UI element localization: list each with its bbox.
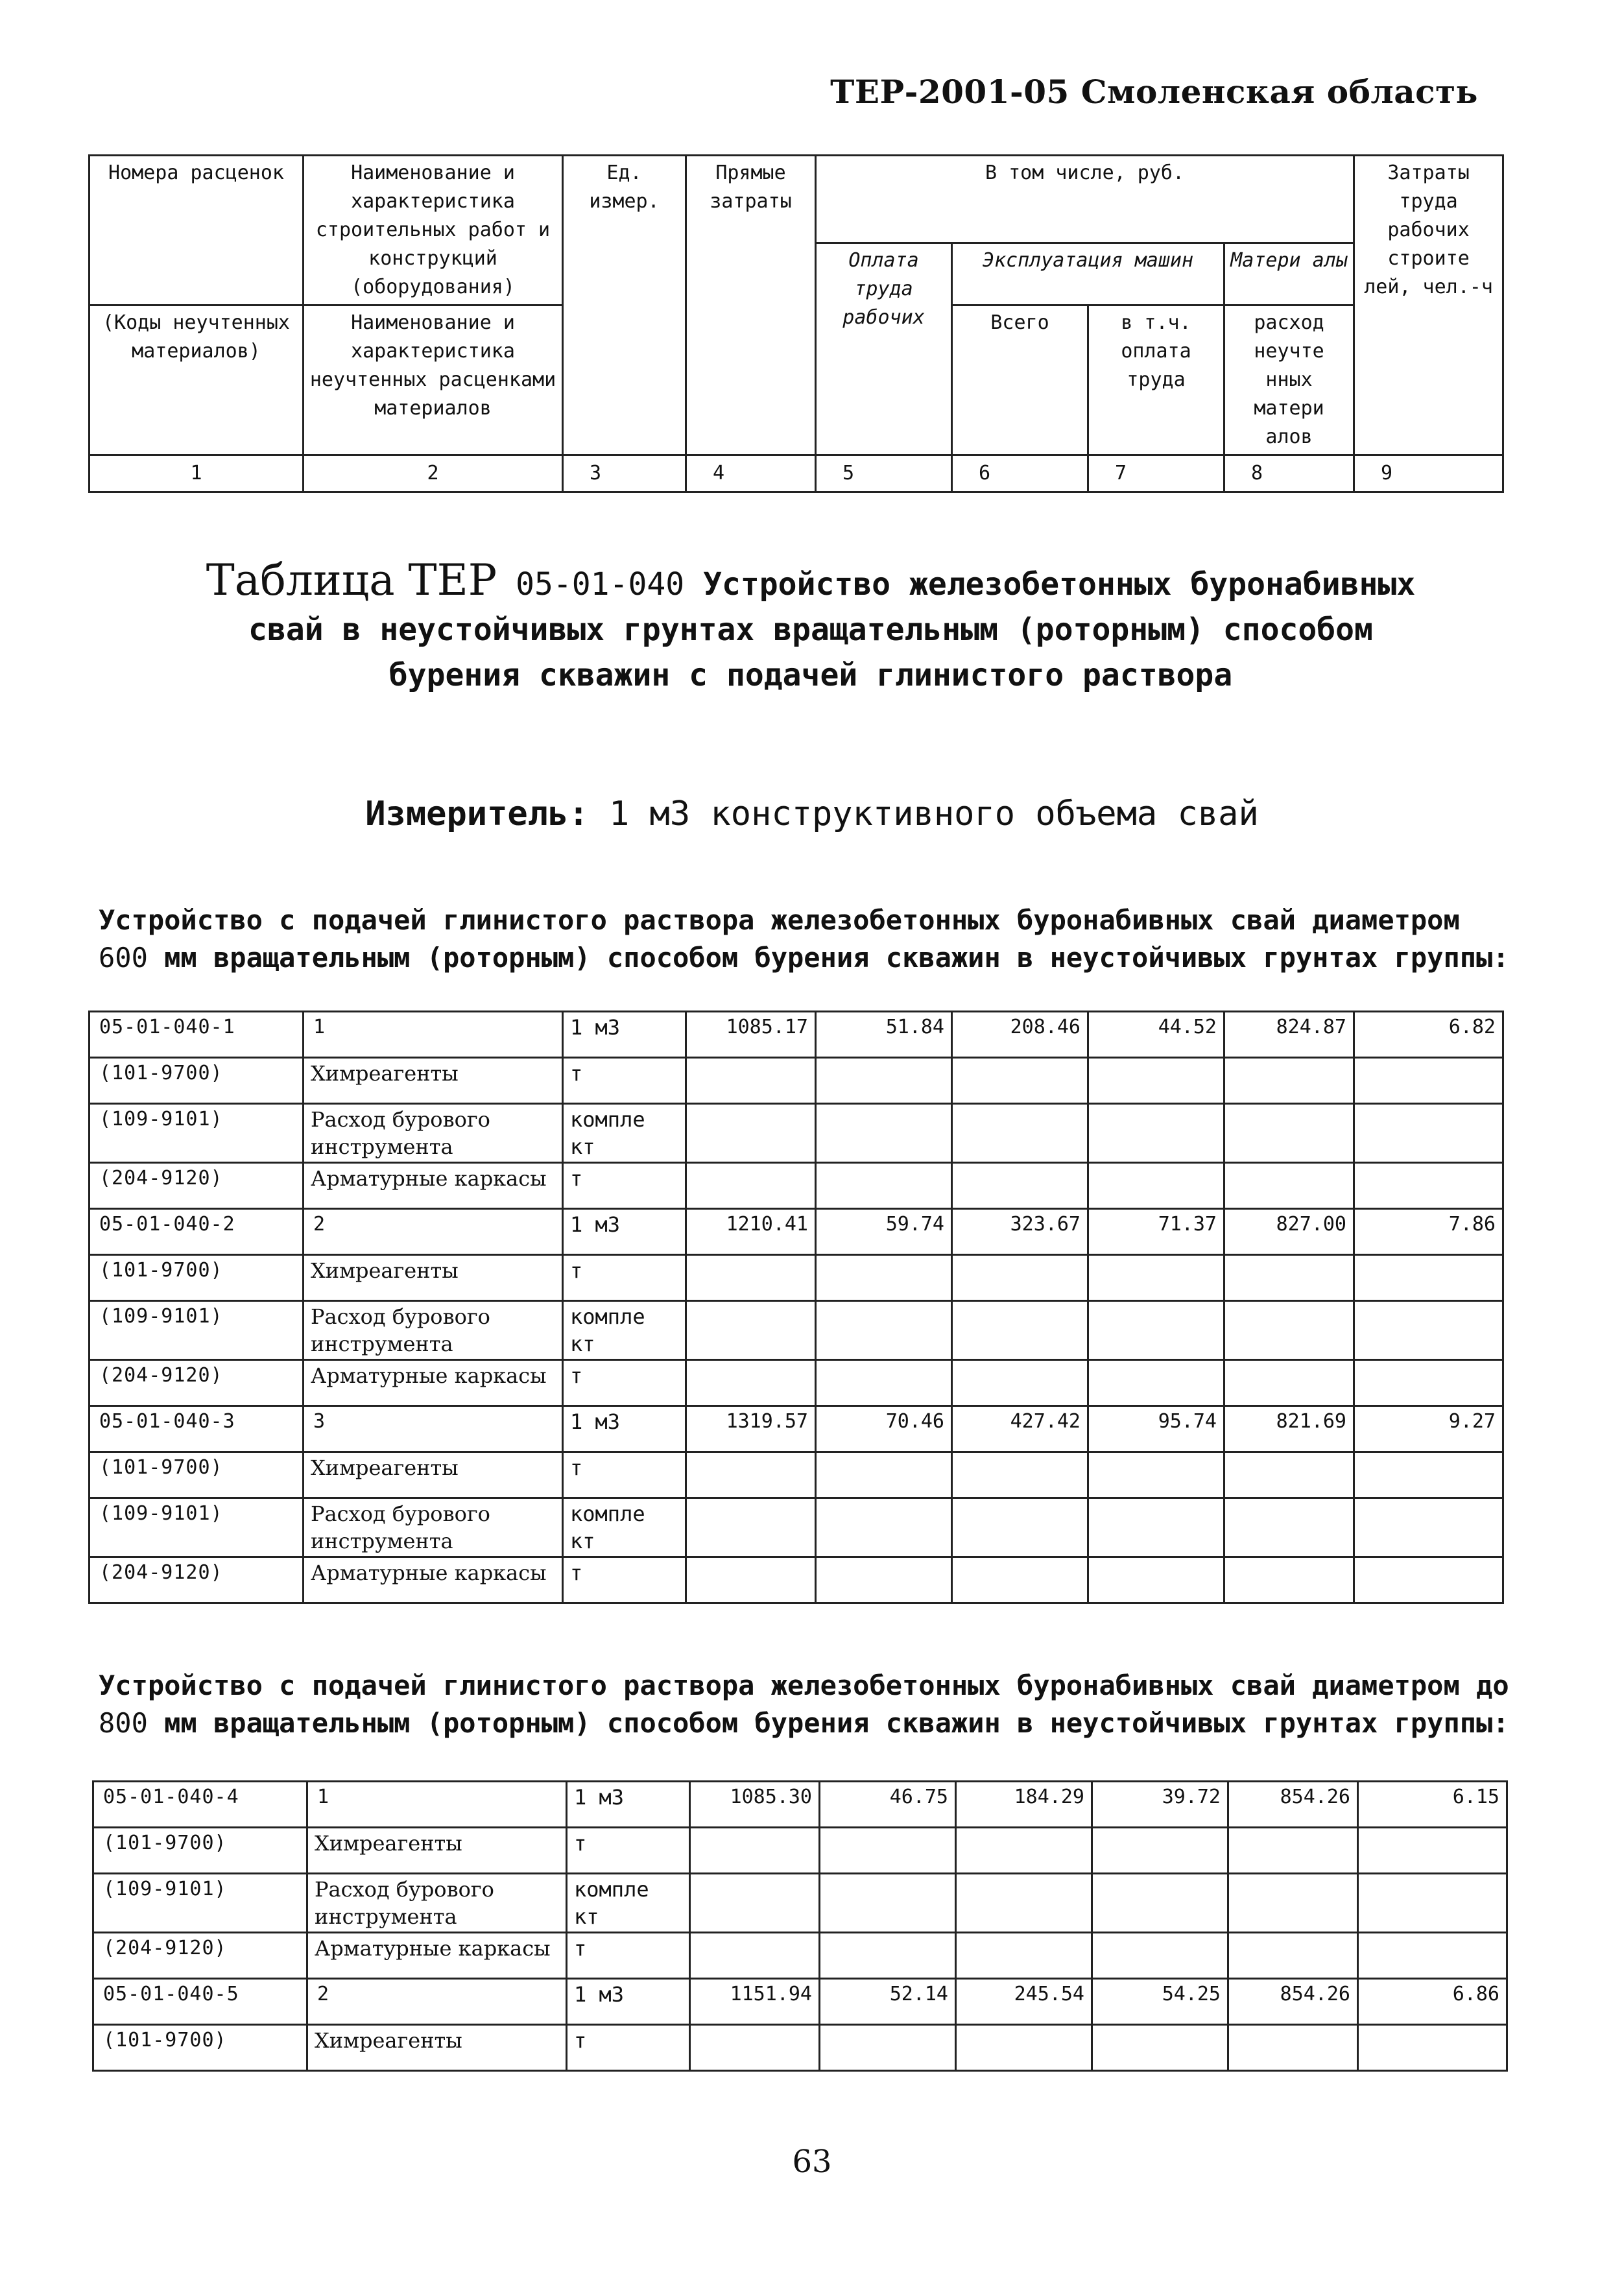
page-number: 63 xyxy=(792,2144,832,2180)
cell-direct xyxy=(686,1498,816,1557)
cell-hours xyxy=(1354,1360,1503,1406)
col-number: 3 xyxy=(563,455,686,492)
cell-hours: 6.86 xyxy=(1358,1979,1507,2025)
cell-direct xyxy=(686,1360,816,1406)
cell-hours xyxy=(1358,1874,1507,1933)
cell-labor: 70.46 xyxy=(816,1406,952,1452)
cell-mach xyxy=(952,1104,1088,1163)
cell-code: 05-01-040-1 xyxy=(90,1012,304,1058)
cell-name: Химреагенты xyxy=(307,2025,567,2071)
cell-mach xyxy=(952,1255,1088,1301)
table-row xyxy=(90,1163,1503,1209)
cell-code: (109-9101) xyxy=(93,1874,307,1933)
col-header-machine-total: Всего xyxy=(952,305,1088,455)
table-heading-prefix: Таблица ТЕР xyxy=(206,555,497,605)
cell-mat xyxy=(1224,1360,1354,1406)
cell-mach xyxy=(956,1933,1092,1979)
cell-mach xyxy=(952,1360,1088,1406)
cell-mach-labor xyxy=(1088,1498,1224,1557)
cell-labor xyxy=(816,1104,952,1163)
cell-mat: 854.26 xyxy=(1228,1979,1358,2025)
cell-unit: т xyxy=(563,1452,686,1498)
col-header-machine-labor: в т.ч. оплата труда xyxy=(1088,305,1224,455)
cell-labor xyxy=(816,1301,952,1360)
section-title-800: Устройство с подачей глинистого раствора железобетонных буронабивных свай диаметром до 800 мм вращательным (роторным) способом бурения скважин в неустойчивых грунтах группы: xyxy=(99,1669,1509,1739)
cell-labor xyxy=(820,1828,956,1874)
col-number: 9 xyxy=(1354,455,1503,492)
cell-mat xyxy=(1228,2025,1358,2071)
table-row xyxy=(90,1104,1503,1163)
cell-code: 05-01-040-3 xyxy=(90,1406,304,1452)
cell-name: 1 xyxy=(304,1012,563,1058)
cell-name: 1 xyxy=(307,1782,567,1828)
cell-mach xyxy=(952,1301,1088,1360)
cell-unit: т xyxy=(563,1163,686,1209)
cell-code: (101-9700) xyxy=(93,2025,307,2071)
col-number: 7 xyxy=(1088,455,1224,492)
cell-labor xyxy=(816,1452,952,1498)
cell-direct xyxy=(686,1255,816,1301)
table-row xyxy=(90,1452,1503,1498)
col-number: 4 xyxy=(686,455,816,492)
cell-mach-labor xyxy=(1092,2025,1228,2071)
col-header-unaccounted-consumption: расход неучте нных матери алов xyxy=(1224,305,1354,455)
cell-mach-labor xyxy=(1088,1058,1224,1104)
cell-code: (204-9120) xyxy=(90,1557,304,1603)
cell-mach-labor xyxy=(1088,1255,1224,1301)
cell-labor xyxy=(820,2025,956,2071)
cell-labor xyxy=(816,1163,952,1209)
rates-table-800 xyxy=(92,1780,1508,2072)
cell-hours xyxy=(1354,1255,1503,1301)
cell-direct xyxy=(686,1104,816,1163)
cell-labor xyxy=(820,1933,956,1979)
cell-hours xyxy=(1354,1557,1503,1603)
cell-mat: 854.26 xyxy=(1228,1782,1358,1828)
cell-mach-labor xyxy=(1088,1163,1224,1209)
cell-direct xyxy=(690,1874,820,1933)
cell-mat xyxy=(1224,1498,1354,1557)
col-number: 1 xyxy=(90,455,304,492)
cell-direct xyxy=(690,2025,820,2071)
col-header-materials: Матери алы xyxy=(1224,243,1354,305)
cell-name: Расход бурового инструмента xyxy=(304,1104,563,1163)
cell-unit: 1 м3 xyxy=(563,1209,686,1255)
cell-labor xyxy=(816,1557,952,1603)
cell-direct: 1151.94 xyxy=(690,1979,820,2025)
cell-code: (204-9120) xyxy=(93,1933,307,1979)
cell-unit: компле кт xyxy=(563,1301,686,1360)
cell-labor xyxy=(816,1255,952,1301)
cell-labor: 51.84 xyxy=(816,1012,952,1058)
cell-mach xyxy=(956,1828,1092,1874)
table-row xyxy=(93,1979,1507,2025)
cell-unit: 1 м3 xyxy=(563,1012,686,1058)
cell-unit: 1 м3 xyxy=(567,1979,690,2025)
col-number: 8 xyxy=(1224,455,1354,492)
cell-mat xyxy=(1224,1058,1354,1104)
cell-unit: т xyxy=(567,1828,690,1874)
cell-mach-labor: 95.74 xyxy=(1088,1406,1224,1452)
cell-hours xyxy=(1358,1828,1507,1874)
col-header-unaccounted-names: Наименование и характеристика неучтенных расценками материалов xyxy=(304,305,563,455)
cell-code: (204-9120) xyxy=(90,1360,304,1406)
cell-name: Арматурные каркасы xyxy=(304,1360,563,1406)
cell-mat xyxy=(1224,1557,1354,1603)
cell-hours: 6.15 xyxy=(1358,1782,1507,1828)
section-title-600: Устройство с подачей глинистого раствора железобетонных буронабивных свай диаметром 600 мм вращательным (роторным) способом бурения скважин в неустойчивых грунтах группы: xyxy=(99,904,1509,974)
cell-mach xyxy=(952,1498,1088,1557)
cell-mach xyxy=(952,1058,1088,1104)
col-number: 2 xyxy=(304,455,563,492)
col-header-rate-number: Номера расценок xyxy=(90,156,304,305)
cell-hours xyxy=(1354,1163,1503,1209)
table-heading-text: Устройство железобетонных буронабивных свай в неустойчивых грунтах вращательным (роторным) способом бурения скважин с подачей глинистого раствора xyxy=(248,566,1416,693)
cell-hours xyxy=(1354,1058,1503,1104)
cell-name: Арматурные каркасы xyxy=(307,1933,567,1979)
cell-direct xyxy=(690,1933,820,1979)
col-header-labor-pay: Оплата труда рабочих xyxy=(816,243,952,455)
cell-mach-labor xyxy=(1088,1452,1224,1498)
table-row xyxy=(90,1255,1503,1301)
cell-hours xyxy=(1358,1933,1507,1979)
cell-mach: 245.54 xyxy=(956,1979,1092,2025)
cell-direct: 1319.57 xyxy=(686,1406,816,1452)
cell-mat xyxy=(1228,1933,1358,1979)
cell-direct xyxy=(686,1058,816,1104)
cell-mat: 827.00 xyxy=(1224,1209,1354,1255)
table-row xyxy=(90,1058,1503,1104)
cell-code: (109-9101) xyxy=(90,1104,304,1163)
cell-unit: т xyxy=(563,1360,686,1406)
cell-direct: 1085.30 xyxy=(690,1782,820,1828)
cell-mat xyxy=(1224,1163,1354,1209)
table-row xyxy=(93,2025,1507,2071)
cell-direct xyxy=(686,1163,816,1209)
cell-mach-labor: 44.52 xyxy=(1088,1012,1224,1058)
cell-mach-labor xyxy=(1092,1828,1228,1874)
cell-name: Расход бурового инструмента xyxy=(304,1498,563,1557)
col-header-direct-costs: Прямые затраты xyxy=(686,156,816,455)
table-row xyxy=(90,1360,1503,1406)
cell-unit: т xyxy=(563,1557,686,1603)
cell-mach xyxy=(952,1163,1088,1209)
cell-code: (109-9101) xyxy=(90,1301,304,1360)
column-header-table xyxy=(88,154,1504,493)
cell-hours: 7.86 xyxy=(1354,1209,1503,1255)
table-row xyxy=(93,1782,1507,1828)
table-row xyxy=(93,1933,1507,1979)
cell-labor xyxy=(816,1058,952,1104)
cell-hours xyxy=(1354,1498,1503,1557)
cell-mach-labor: 54.25 xyxy=(1092,1979,1228,2025)
cell-hours: 9.27 xyxy=(1354,1406,1503,1452)
cell-mach: 323.67 xyxy=(952,1209,1088,1255)
cell-mach xyxy=(956,2025,1092,2071)
cell-labor xyxy=(820,1874,956,1933)
cell-mach-labor xyxy=(1088,1104,1224,1163)
cell-name: 3 xyxy=(304,1406,563,1452)
cell-labor: 52.14 xyxy=(820,1979,956,2025)
cell-name: 2 xyxy=(304,1209,563,1255)
table-row xyxy=(93,1828,1507,1874)
cell-labor xyxy=(816,1498,952,1557)
col-header-group-including: В том числе, руб. xyxy=(816,156,1354,243)
measure-line xyxy=(0,795,1624,833)
table-row xyxy=(90,1209,1503,1255)
cell-name: Химреагенты xyxy=(307,1828,567,1874)
cell-name: Арматурные каркасы xyxy=(304,1163,563,1209)
cell-hours: 6.82 xyxy=(1354,1012,1503,1058)
cell-unit: т xyxy=(567,1933,690,1979)
table-heading xyxy=(175,555,1446,698)
cell-direct: 1210.41 xyxy=(686,1209,816,1255)
measure-value: 1 м3 конструктивного объема свай xyxy=(608,795,1259,833)
table-row xyxy=(93,1874,1507,1933)
table-row xyxy=(90,1498,1503,1557)
cell-hours xyxy=(1354,1104,1503,1163)
cell-direct xyxy=(686,1557,816,1603)
cell-mat xyxy=(1224,1301,1354,1360)
cell-code: (101-9700) xyxy=(93,1828,307,1874)
cell-labor: 59.74 xyxy=(816,1209,952,1255)
cell-mat xyxy=(1224,1255,1354,1301)
cell-mach xyxy=(956,1874,1092,1933)
cell-mach-labor: 71.37 xyxy=(1088,1209,1224,1255)
cell-mat xyxy=(1228,1874,1358,1933)
cell-mat xyxy=(1224,1104,1354,1163)
cell-code: 05-01-040-2 xyxy=(90,1209,304,1255)
table-heading-code: 05-01-040 xyxy=(516,566,685,603)
cell-hours xyxy=(1354,1452,1503,1498)
rates-table-600 xyxy=(88,1011,1504,1604)
cell-labor: 46.75 xyxy=(820,1782,956,1828)
table-row xyxy=(90,1301,1503,1360)
cell-mach-labor xyxy=(1092,1933,1228,1979)
cell-unit: 1 м3 xyxy=(567,1782,690,1828)
cell-mach xyxy=(952,1557,1088,1603)
cell-mach: 427.42 xyxy=(952,1406,1088,1452)
cell-mat: 824.87 xyxy=(1224,1012,1354,1058)
cell-name: Химреагенты xyxy=(304,1058,563,1104)
measure-label: Измеритель: xyxy=(365,795,589,833)
col-header-labor-hours: Затраты труда рабочих строите лей, чел.-ч xyxy=(1354,156,1503,455)
cell-direct xyxy=(686,1452,816,1498)
cell-name: Расход бурового инструмента xyxy=(304,1301,563,1360)
table-row xyxy=(90,1406,1503,1452)
cell-unit: т xyxy=(563,1255,686,1301)
cell-unit: т xyxy=(567,2025,690,2071)
col-header-machine-operation: Эксплуатация машин xyxy=(952,243,1224,305)
cell-hours xyxy=(1354,1301,1503,1360)
cell-code: (109-9101) xyxy=(90,1498,304,1557)
cell-unit: компле кт xyxy=(567,1874,690,1933)
cell-unit: компле кт xyxy=(563,1104,686,1163)
cell-direct xyxy=(686,1301,816,1360)
cell-mach-labor xyxy=(1088,1557,1224,1603)
running-header: ТЕР-2001-05 Смоленская область xyxy=(830,73,1478,111)
cell-mach xyxy=(952,1452,1088,1498)
cell-mach-labor: 39.72 xyxy=(1092,1782,1228,1828)
col-header-unaccounted-codes: (Коды неучтенных материалов) xyxy=(90,305,304,455)
col-header-unit: Ед. измер. xyxy=(563,156,686,455)
cell-name: Химреагенты xyxy=(304,1255,563,1301)
cell-name: Химреагенты xyxy=(304,1452,563,1498)
table-row xyxy=(90,1557,1503,1603)
col-header-work-name: Наименование и характеристика строительных работ и конструкций (оборудования) xyxy=(304,156,563,305)
table-row xyxy=(90,1012,1503,1058)
cell-unit: 1 м3 xyxy=(563,1406,686,1452)
cell-name: Арматурные каркасы xyxy=(304,1557,563,1603)
cell-name: Расход бурового инструмента xyxy=(307,1874,567,1933)
cell-unit: компле кт xyxy=(563,1498,686,1557)
cell-mach-labor xyxy=(1092,1874,1228,1933)
cell-code: (101-9700) xyxy=(90,1255,304,1301)
cell-hours xyxy=(1358,2025,1507,2071)
cell-code: 05-01-040-4 xyxy=(93,1782,307,1828)
cell-direct xyxy=(690,1828,820,1874)
cell-code: (101-9700) xyxy=(90,1452,304,1498)
cell-mach-labor xyxy=(1088,1301,1224,1360)
cell-code: (204-9120) xyxy=(90,1163,304,1209)
col-number: 6 xyxy=(952,455,1088,492)
cell-labor xyxy=(816,1360,952,1406)
cell-unit: т xyxy=(563,1058,686,1104)
cell-code: 05-01-040-5 xyxy=(93,1979,307,2025)
cell-code: (101-9700) xyxy=(90,1058,304,1104)
cell-name: 2 xyxy=(307,1979,567,2025)
cell-direct: 1085.17 xyxy=(686,1012,816,1058)
cell-mach: 208.46 xyxy=(952,1012,1088,1058)
cell-mat: 821.69 xyxy=(1224,1406,1354,1452)
cell-mat xyxy=(1224,1452,1354,1498)
cell-mach-labor xyxy=(1088,1360,1224,1406)
col-number: 5 xyxy=(816,455,952,492)
cell-mach: 184.29 xyxy=(956,1782,1092,1828)
cell-mat xyxy=(1228,1828,1358,1874)
